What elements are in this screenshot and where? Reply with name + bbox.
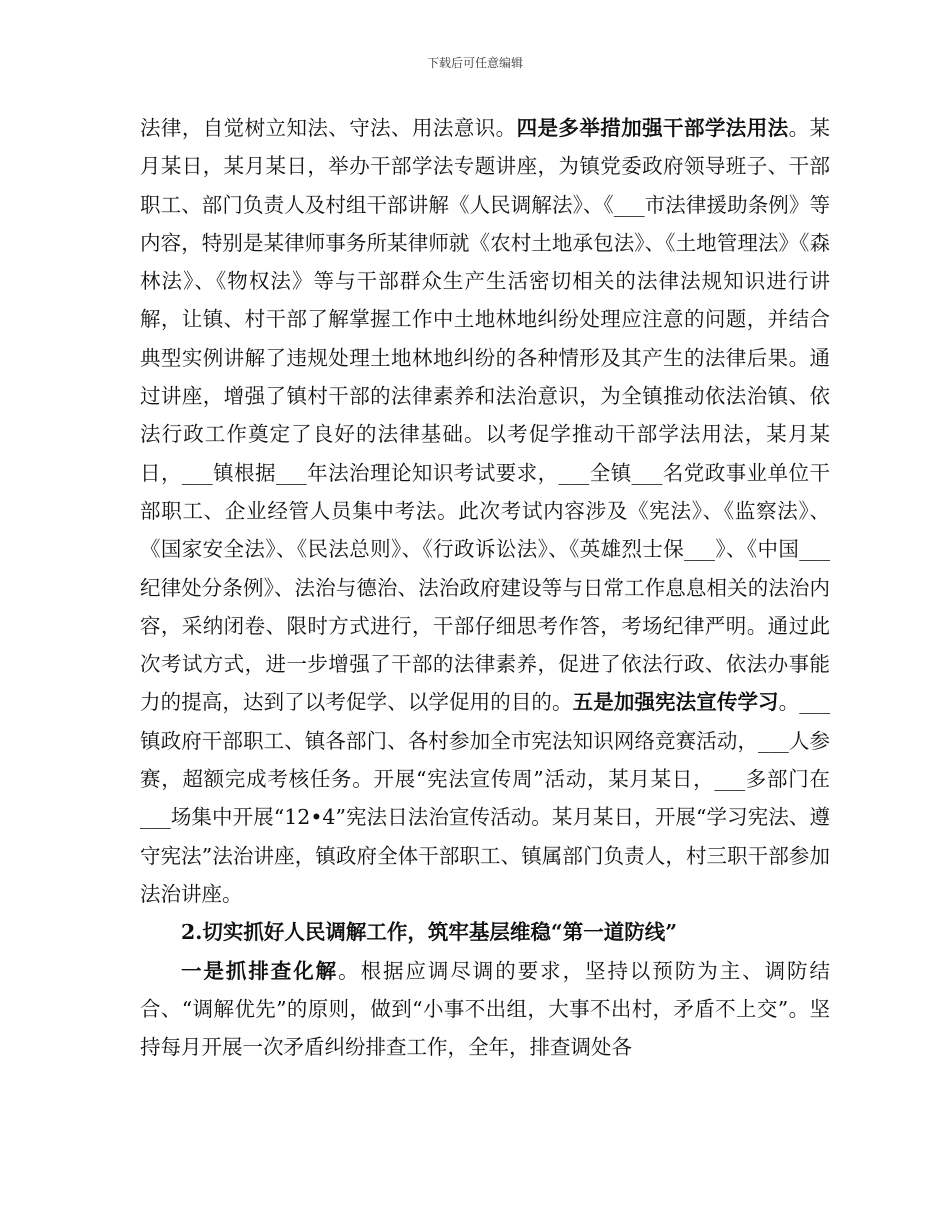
section-heading-five: 五是加强宪法宣传学习 <box>572 690 779 715</box>
paragraph-mediation <box>140 952 830 1067</box>
section-heading-four: 四是多举措加强干部学法用法 <box>516 116 789 140</box>
section-heading-one: 一是抓排查化解 <box>181 958 339 983</box>
document-body <box>140 109 830 1066</box>
page-header: 下载后可任意编辑 <box>426 56 523 70</box>
paragraph-legal-study <box>140 109 830 913</box>
paragraph-lead-text: 法律，自觉树立知法、守法、用法意识。 <box>140 116 517 140</box>
paragraph-text: 。某月某日，某月某日，举办干部学法专题讲座，为镇党委政府领导班子、干部职工、部门负责人及村组干部讲解《人民调解法》、《___市法律援助条例》等内容，特别是某律师事务所某律师就《农村土地承包法》、《土地管理法》《森林法》、《物权法》等与干部群众生产生活密切相关的法律法规知识进行讲解，让镇、村干部了解掌握工作中土地林地纠纷处理应注意的问题，并结合典型实例讲解了违规处理土地林地纠纷的各种情形及其产生的法律后果。通过讲座，增强了镇村干部的法律素养和法治意识，为全镇推动依法治镇、依法行政工作奠定了良好的法律基础。以考促学推动干部学法用法，某月某日，___镇根据___年法治理论知识考试要求，___全镇___名党政事业单位干部职工、企业经管人员集中考法。此次考试内容涉及《宪法》、《监察法》、《国家安全法》、《民法总则》、《行政诉讼法》、《英雄烈士保___》、《中国___纪律处分条例》、法治与德治、法治政府建设等与日常工作息息相关的法治内容，采纳闭卷、限时方式进行，干部仔细思考作答，考场纪律严明。通过此次考试方式，进一步增强了干部的法律素养，促进了依法行政、依法办事能力的提高，达到了以考促学、以学促用的目的。 <box>140 116 830 715</box>
paragraph-text: 。根据应调尽调的要求，坚持以预防为主、调防结合、“调解优先”的原则，做到“小事不出组，大事不出村，矛盾不上交”。坚持每月开展一次矛盾纠纷排查工作，全年，排查调处各 <box>140 958 830 1060</box>
paragraph-text: 。___镇政府干部职工、镇各部门、各村参加全市宪法知识网络竞赛活动，___人参赛，超额完成考核任务。开展“宪法宣传周”活动，某月某日，___多部门在___场集中开展“12•4”宪法日法治宣传活动。某月某日，开展“学习宪法、遵守宪法”法治讲座，镇政府全体干部职工、镇属部门负责人，村三职干部参加法治讲座。 <box>140 690 831 906</box>
section-heading-mediation: 2.切实抓好人民调解工作，筑牢基层维稳“第一道防线” <box>181 920 677 945</box>
